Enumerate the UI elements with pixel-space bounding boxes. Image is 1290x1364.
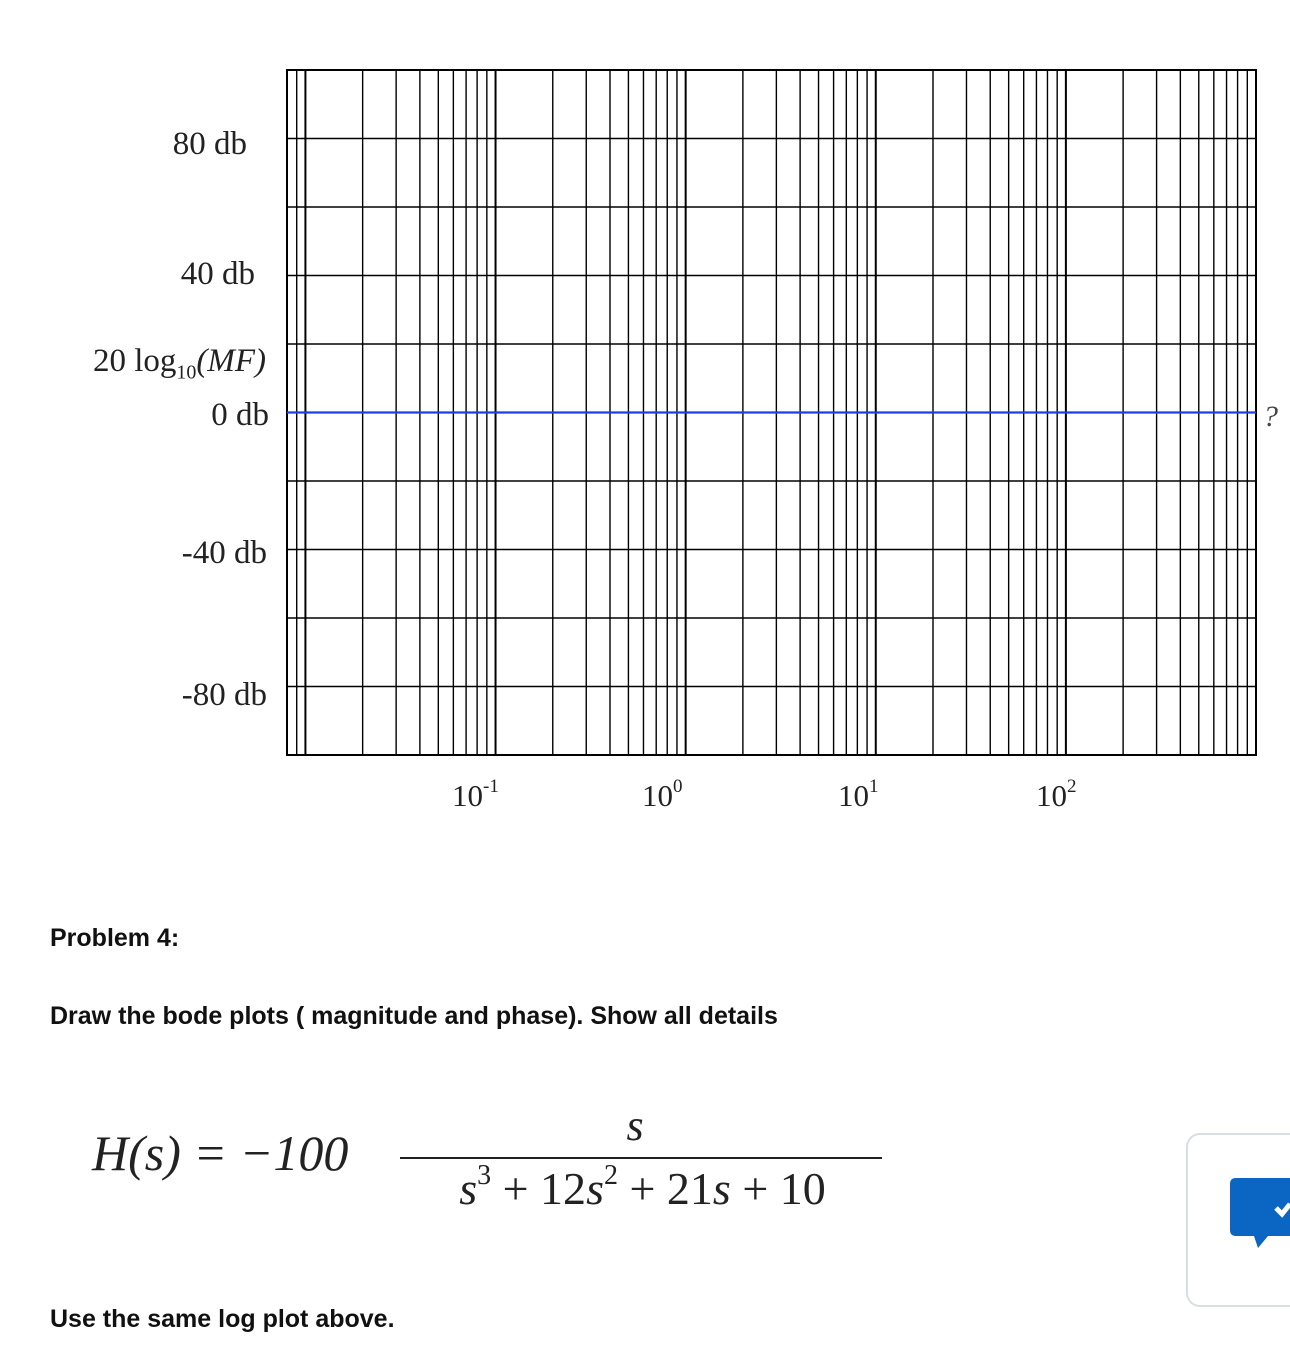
x-tick-label-0.1 bbox=[452, 776, 499, 814]
y-axis-title-suffix: (MF) bbox=[196, 343, 266, 379]
y-tick-label-0: 0 db bbox=[211, 397, 269, 433]
y-axis-title-base: 10 bbox=[176, 361, 197, 384]
den-term: s bbox=[712, 1163, 731, 1214]
equation-lhs-text: H(s) = −100 bbox=[92, 1125, 349, 1181]
x-tick-label-100 bbox=[1036, 776, 1077, 814]
question-mark-annotation: ? bbox=[1263, 400, 1278, 433]
x-tick-label-1 bbox=[642, 776, 683, 814]
y-tick-label-minus-80: -80 db bbox=[181, 677, 267, 713]
x-tick-base: 10 bbox=[642, 778, 673, 813]
den-term: s bbox=[459, 1163, 478, 1214]
equation-lhs bbox=[92, 1124, 348, 1182]
den-term: + 10 bbox=[730, 1163, 826, 1214]
den-exponent: 2 bbox=[603, 1160, 618, 1191]
problem-instruction: Draw the bode plots ( magnitude and phase). Show all details bbox=[50, 1002, 778, 1030]
den-term: + 21 bbox=[617, 1163, 713, 1214]
feedback-icon[interactable] bbox=[1228, 1174, 1290, 1256]
x-tick-base: 10 bbox=[1036, 778, 1067, 813]
footer-note: Use the same log plot above. bbox=[50, 1305, 395, 1333]
y-axis-title bbox=[66, 343, 266, 385]
fraction-bar bbox=[400, 1157, 882, 1159]
y-tick-label-minus-40: -40 db bbox=[181, 535, 267, 571]
problem-title: Problem 4: bbox=[50, 924, 180, 952]
equation-numerator: s bbox=[626, 1101, 644, 1150]
x-tick-exponent: 2 bbox=[1067, 776, 1077, 797]
equation-denominator bbox=[405, 1160, 880, 1215]
y-axis-title-prefix: 20 log bbox=[92, 343, 177, 379]
y-tick-label-80: 80 db bbox=[172, 126, 247, 162]
x-tick-exponent: 1 bbox=[869, 776, 879, 797]
x-tick-exponent: 0 bbox=[673, 776, 683, 797]
den-term: s bbox=[586, 1163, 604, 1214]
x-tick-label-10 bbox=[838, 776, 879, 814]
y-tick-label-40: 40 db bbox=[180, 256, 255, 292]
den-exponent: 3 bbox=[477, 1160, 492, 1191]
den-term: + 12 bbox=[491, 1163, 587, 1214]
x-tick-exponent: -1 bbox=[483, 776, 499, 797]
x-tick-base: 10 bbox=[452, 778, 483, 813]
x-tick-base: 10 bbox=[838, 778, 869, 813]
